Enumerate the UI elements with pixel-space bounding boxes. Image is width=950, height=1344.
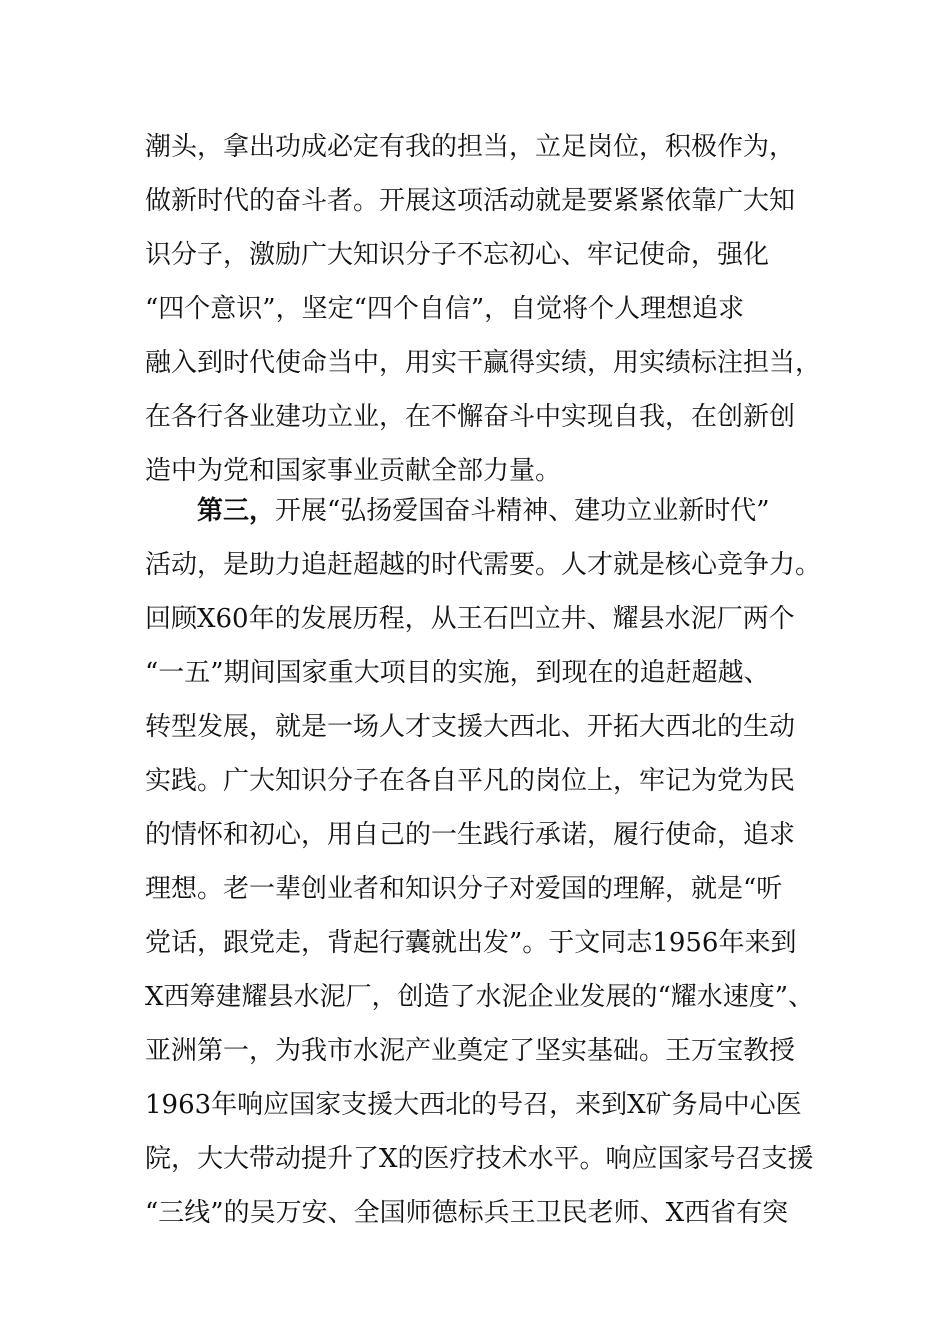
text-line: 的情怀和初心，用自己的一生践行承诺，履行使命，追求 — [145, 820, 796, 850]
paragraph-first-line-text: 开展“弘扬爱国奋斗精神、建功立业新时代” — [275, 496, 770, 526]
text-line: 院，大大带动提升了X的医疗技术水平。响应国家号召支援 — [145, 1144, 814, 1174]
text-line: “四个意识”，坚定“四个自信”，自觉将个人理想追求 — [145, 294, 745, 324]
text-line: 1963年响应国家支援大西北的号召，来到X矿务局中心医 — [145, 1090, 802, 1120]
text-line: 亚洲第一，为我市水泥产业奠定了坚实基础。王万宝教授 — [145, 1036, 796, 1066]
text-line: “三线”的吴万安、全国师德标兵王卫民老师、X西省有突 — [145, 1198, 789, 1228]
text-line: 回顾X60年的发展历程，从王石凹立井、耀县水泥厂两个 — [145, 604, 795, 634]
text-line: “一五”期间国家重大项目的实施，到现在的追赶超越、 — [145, 658, 770, 688]
paragraph-2 — [145, 484, 825, 1240]
text-line: 活动，是助力追赶超越的时代需要。人才就是核心竞争力。 — [145, 550, 822, 580]
paragraph-lead-heading: 第三， — [197, 496, 276, 526]
text-line: 潮头，拿出功成必定有我的担当，立足岗位，积极作为， — [145, 132, 796, 162]
text-line: 在各行各业建功立业，在不懈奋斗中实现自我，在创新创 — [145, 402, 796, 432]
paragraph-1 — [145, 120, 825, 498]
text-line: 转型发展，就是一场人才支援大西北、开拓大西北的生动 — [145, 712, 796, 742]
text-line: 党话，跟党走，背起行囊就出发”。于文同志1956年来到 — [145, 928, 797, 958]
paragraph-first-line — [145, 484, 825, 538]
text-line: 识分子，激励广大知识分子不忘初心、牢记使命，强化 — [145, 240, 770, 270]
text-line: 实践。广大知识分子在各自平凡的岗位上，牢记为党为民 — [145, 766, 796, 796]
text-line: 融入到时代使命当中，用实干赢得实绩，用实绩标注担当， — [145, 348, 822, 378]
text-line: 造中为党和国家事业贡献全部力量。 — [145, 456, 562, 486]
text-line: X西筹建耀县水泥厂，创造了水泥企业发展的“耀水速度”、 — [145, 982, 815, 1012]
text-line: 做新时代的奋斗者。开展这项活动就是要紧紧依靠广大知 — [145, 186, 796, 216]
text-line: 理想。老一辈创业者和知识分子对爱国的理解，就是“听 — [145, 874, 783, 904]
